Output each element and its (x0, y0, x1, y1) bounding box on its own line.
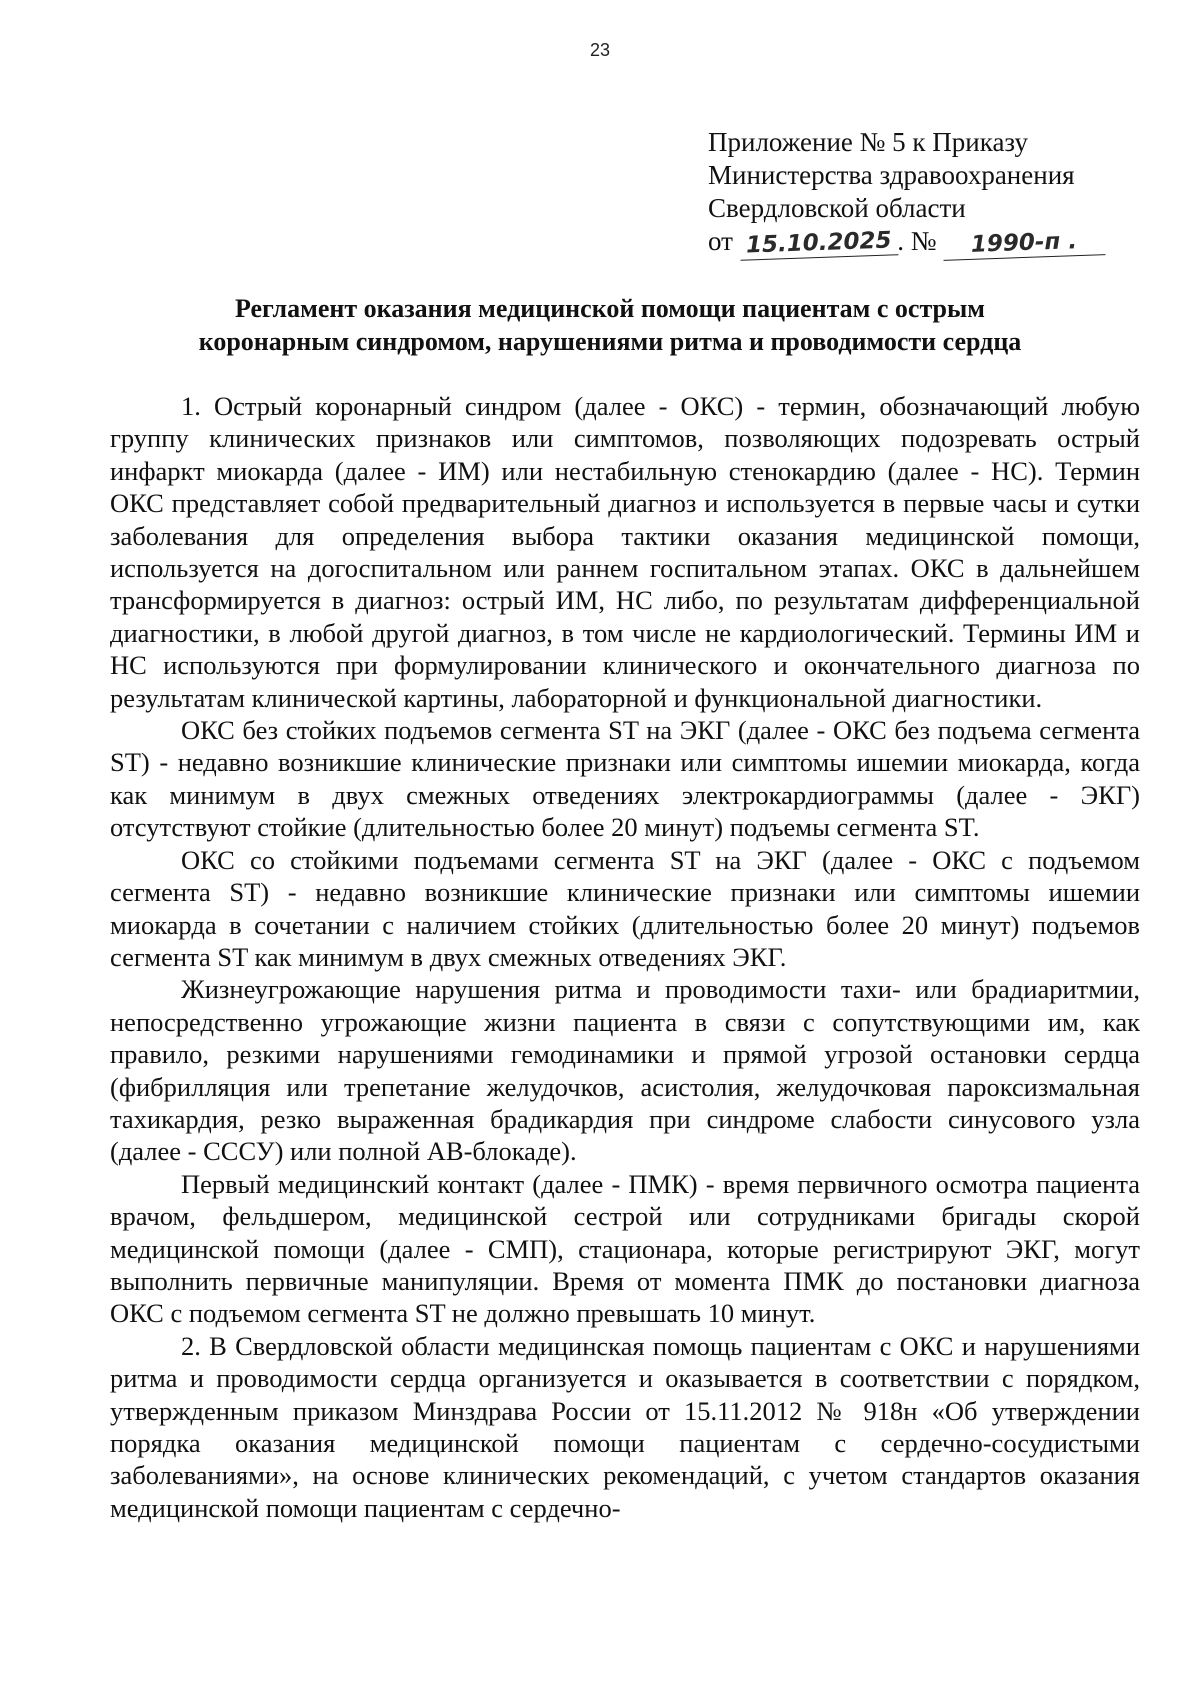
from-label: от (708, 226, 733, 256)
paragraph: ОКС без стойких подъемов сегмента ST на ЭКГ (далее - ОКС без подъема сегмента ST) - недавно возникшие клинические признаки или симптомы ишемии миокарда, когда как минимум в двух смежных отведениях электрокардиограммы (далее - ЭКГ) отсутствуют стойкие (длительностью более 20 минут) подъемы сегмента ST. (110, 715, 1140, 843)
handwritten-date: 15.10.2025 (739, 226, 897, 260)
appendix-line-2: Министерства здравоохранения (708, 160, 1075, 190)
appendix-line-1: Приложение № 5 к Приказу (708, 127, 1029, 157)
number-label: . № (897, 226, 937, 256)
order-date-number-line (708, 225, 1178, 258)
appendix-header (708, 126, 1178, 258)
paragraph: Жизнеугрожающие нарушения ритма и проводимости тахи- или брадиаритмии, непосредственно угрожающие жизни пациента в связи с сопутствующими им, как правило, резкими нарушениями гемодинамики и прямой угрозой остановки сердца (фибрилляция или трепетание желудочков, асистолия, желудочковая пароксизмальная тахикардия, резко выраженная брадикардия при синдроме слабости синусового узла (далее - СССУ) или полной АВ-блокаде). (110, 974, 1140, 1167)
appendix-line-3: Свердловской области (708, 193, 966, 223)
title-line-1: Регламент оказания медицинской помощи пациентам с острым (234, 294, 986, 323)
paragraph: Первый медицинский контакт (далее - ПМК) - время первичного осмотра пациента врачом, фельдшером, медицинской сестрой или сотрудниками бригады скорой медицинской помощи (далее - СМП), стационара, которые регистрируют ЭКГ, могут выполнить первичные манипуляции. Время от момента ПМК до постановки диагноза ОКС с подъемом сегмента ST не должно превышать 10 минут. (110, 1168, 1140, 1329)
handwritten-order-number: 1990-п . (943, 226, 1106, 261)
paragraph: 1. Острый коронарный синдром (далее - ОКС) - термин, обозначающий любую группу клинических признаков или симптомов, позволяющих подозревать острый инфаркт миокарда (далее - ИМ) или нестабильную стенокардию (далее - НС). Термин ОКС представляет собой предварительный диагноз и используется в первые часы и сутки заболевания для определения выбора тактики оказания медицинской помощи, используется на догоспитальном или раннем госпитальном этапах. ОКС в дальнейшем трансформируется в диагноз: острый ИМ, НС либо, по результатам дифференциальной диагностики, в любой другой диагноз, в том числе не кардиологический. Термины ИМ и НС используются при формулировании клинического и окончательного диагноза по результатам клинической картины, лабораторной и функциональной диагностики. (110, 391, 1140, 713)
paragraph: ОКС со стойкими подъемами сегмента ST на ЭКГ (далее - ОКС с подъемом сегмента ST) - недавно возникшие клинические признаки или симптомы ишемии миокарда в сочетании с наличием стойких (длительностью более 20 минут) подъемов сегмента ST как минимум в двух смежных отведениях ЭКГ. (110, 844, 1140, 972)
paragraph: 2. В Свердловской области медицинская помощь пациентам с ОКС и нарушениями ритма и проводимости сердца организуется и оказывается в соответствии с порядком, утвержденным приказом Минздрава России от 15.11.2012 № 918н «Об утверждении порядка оказания медицинской помощи пациентам с сердечно-сосудистыми заболеваниями», на основе клинических рекомендаций, с учетом стандартов оказания медицинской помощи пациентам с сердечно- (110, 1330, 1140, 1523)
page-number: 23 (589, 40, 611, 60)
document-title (110, 292, 1110, 358)
title-line-2: коронарным синдромом, нарушениями ритма и проводимости сердца (198, 327, 1022, 356)
document-body (110, 390, 1140, 1524)
